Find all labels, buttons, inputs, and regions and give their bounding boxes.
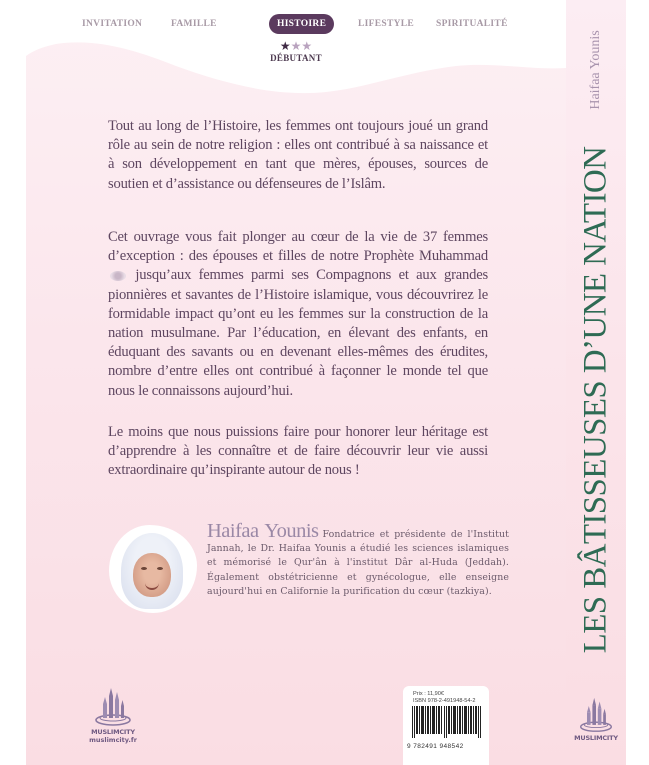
difficulty-level — [256, 40, 336, 63]
barcode-digits: 9 782491 948542 — [407, 743, 464, 750]
author-photo — [111, 527, 195, 611]
author-bio — [207, 520, 509, 599]
book-spine — [566, 0, 626, 765]
author-photo-eye — [141, 567, 147, 570]
castle-logo-icon — [93, 686, 133, 728]
nav-item-lifestyle: LIFESTYLE — [358, 19, 415, 29]
barcode-icon — [412, 706, 482, 738]
blurb-paragraph-3: Le moins que nous puissions faire pour honorer leur héritage est d’apprendre à les connaître et de faire découvrir leur vie aussi extraordinaire qu’inspirante autour de nous ! — [108, 424, 488, 479]
castle-logo-icon — [578, 696, 614, 734]
barcode-panel — [403, 686, 489, 765]
author-bio-text: Fondatrice et présidente de l'Institut Jannah, le Dr. Haifaa Younis a étudié les sciences islamiques et mémorisé le Qur'ân à l'institut Dâr al-Huda (Jeddah). Également obstétricienne et gynécologue, elle enseigne aujourd'hui en Californie la purification du cœur (tazkiya). — [207, 529, 509, 597]
price-label: Prix : 11,90€ — [413, 691, 444, 697]
spine-title: LES BÂTISSEUSES D’UNE NATION — [577, 146, 614, 654]
spine-author: Haifaa Younis — [588, 30, 603, 110]
star-filled-icon: ★ — [279, 39, 291, 53]
author-photo-smile — [145, 583, 159, 590]
author-name: Haifaa Younis — [207, 520, 319, 542]
nav-item-invitation: INVITATION — [82, 19, 143, 29]
blurb-paragraph-2-start: Cet ouvrage vous fait plonger au cœur de la vie de 37 femmes d’exception : des épouses et filles de notre Prophète Muhammad — [108, 229, 488, 265]
spine-publisher-logo — [571, 696, 621, 742]
salawat-calligraphy-icon — [110, 271, 126, 281]
nav-item-histoire-active: HISTOIRE — [269, 14, 334, 34]
author-photo-eye — [157, 567, 163, 570]
author-photo-face — [133, 553, 171, 597]
category-nav — [26, 14, 566, 36]
level-label: DÉBUTANT — [270, 53, 322, 63]
spine-publisher-name: MUSLIMCITY — [574, 734, 618, 742]
publisher-logo — [88, 686, 138, 745]
blurb-paragraph-2-end: jusqu’aux femmes parmi ses Compagnons et aux grandes pionnières et savantes de l’Histoire islamique, vous découvrirez le formidable impact qu’ont eu les femmes sur la construction de la nation musulmane. Par l’éducation, en élevant des enfants, en éduquant des savants ou en devenant elles-mêmes des érudites, nombre d’entre elles ont contribué à façonner le monde tel que nous le connaissons aujourd’hui. — [108, 267, 488, 399]
isbn-label: ISBN 978-2-491948-54-2 — [413, 698, 476, 704]
nav-item-spiritualite: SPIRITUALITÉ — [436, 19, 508, 29]
back-cover — [26, 0, 566, 765]
publisher-url: muslimcity.fr — [89, 736, 137, 744]
blurb-paragraph-2 — [108, 228, 488, 401]
publisher-name: MUSLIMCITY — [91, 728, 135, 736]
nav-item-famille: FAMILLE — [171, 19, 217, 29]
star-rating-icon — [256, 40, 336, 52]
star-empty-icon: ★★ — [290, 39, 313, 53]
blurb-paragraph-1: Tout au long de l’Histoire, les femmes ont toujours joué un grand rôle au sein de notre religion : elles ont contribué à sa naissance et à son développement en tant que mères, épouses, sources de soutien et d’assistance ou défenseures de l’Islâm. — [108, 118, 488, 192]
